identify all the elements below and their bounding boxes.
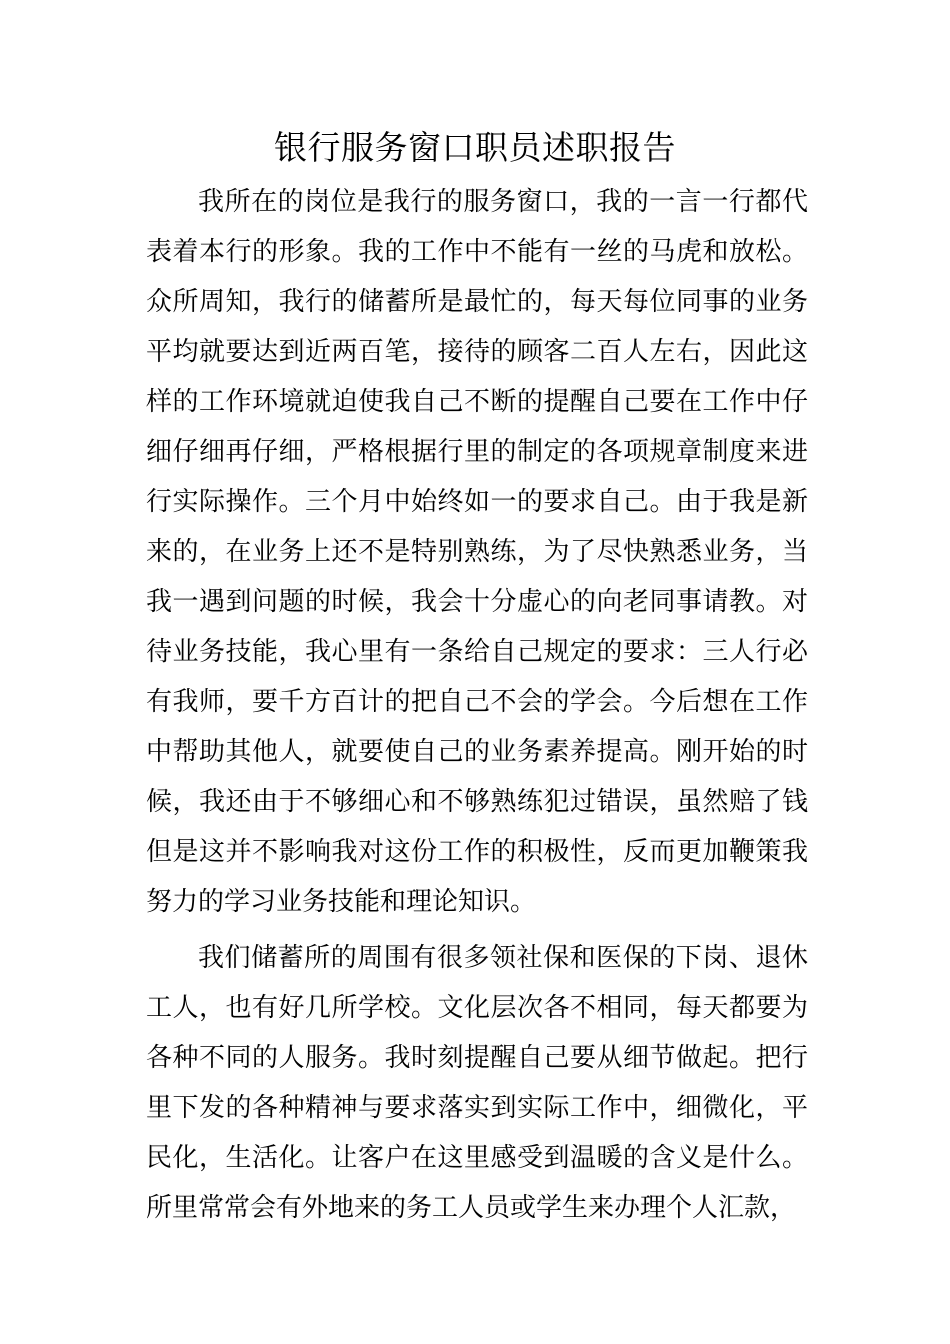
paragraph-1: 我所在的岗位是我行的服务窗口，我的一言一行都代表着本行的形象。我的工作中不能有一丝的马虎和放松。众所周知，我行的储蓄所是最忙的，每天每位同事的业务平均就要达到近两百笔，接待的顾客二百人左右，因此这样的工作环境就迫使我自己不断的提醒自己要在工作中仔细仔细再仔细，严格根据行里的制定的各项规章制度来进行实际操作。三个月中始终如一的要求自己。由于我是新来的，在业务上还不是特别熟练，为了尽快熟悉业务，当我一遇到问题的时候，我会十分虚心的向老同事请教。对待业务技能，我心里有一条给自己规定的要求：三人行必有我师，要千方百计的把自己不会的学会。今后想在工作中帮助其他人，就要使自己的业务素养提高。刚开始的时候，我还由于不够细心和不够熟练犯过错误，虽然赔了钱但是这并不影响我对这份工作的积极性，反而更加鞭策我努力的学习业务技能和理论知识。 — [146, 187, 808, 917]
document-body — [146, 177, 808, 1233]
paragraph-2: 我们储蓄所的周围有很多领社保和医保的下岗、退休工人，也有好几所学校。文化层次各不相同，每天都要为各种不同的人服务。我时刻提醒自己要从细节做起。把行里下发的各种精神与要求落实到实际工作中，细微化，平民化，生活化。让客户在这里感受到温暖的含义是什么。所里常常会有外地来的务工人员或学生来办理个人汇款， — [146, 943, 808, 1223]
document-title: 银行服务窗口职员述职报告 — [274, 128, 676, 167]
